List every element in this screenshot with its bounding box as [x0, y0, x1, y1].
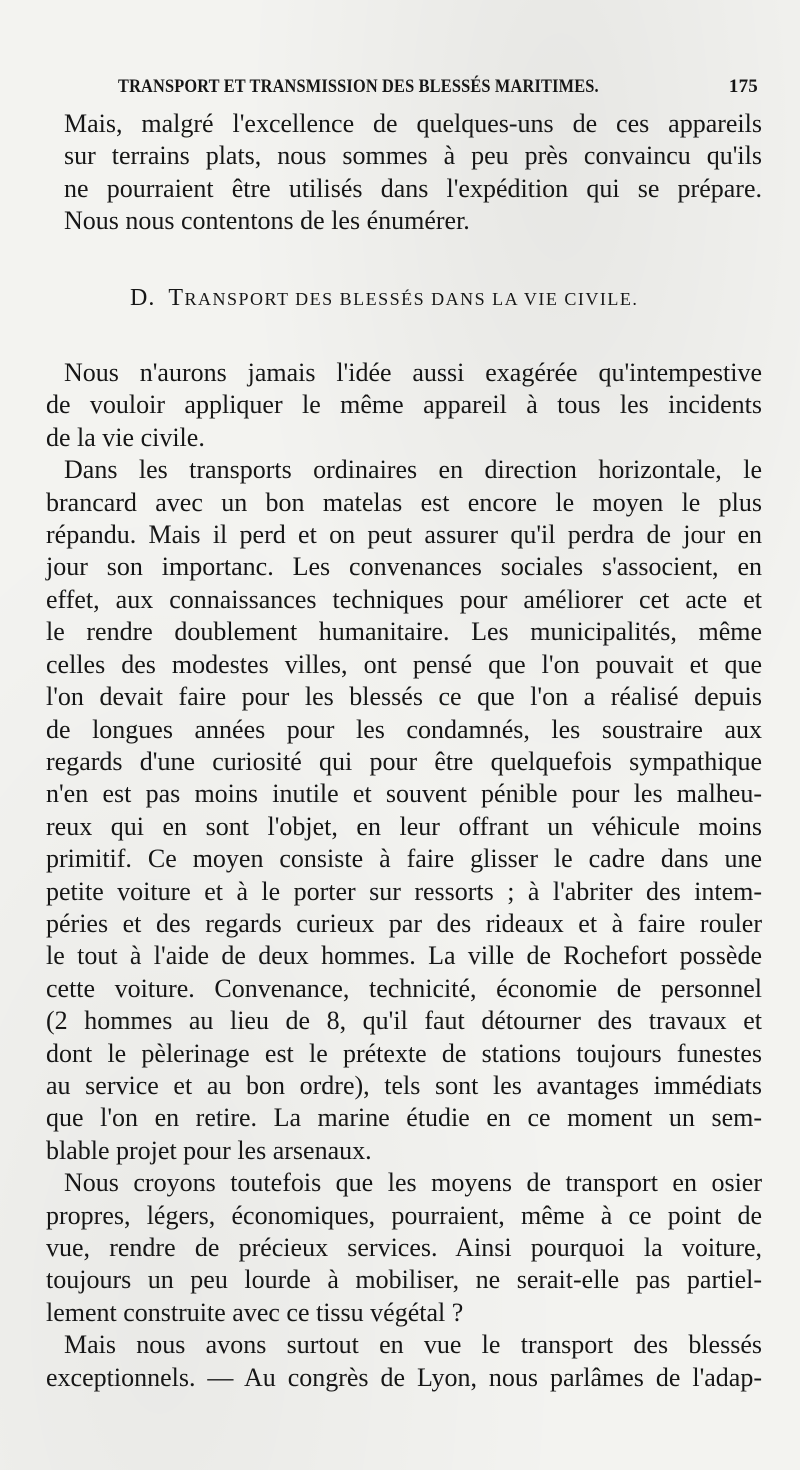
page-number: 175 — [728, 76, 758, 97]
text-line: exceptionnels. — Au congrès de Lyon, nous parlâmes de l'adap- — [46, 1362, 762, 1392]
paragraph-2 — [46, 357, 762, 454]
paragraph-1 — [46, 108, 762, 238]
running-header — [118, 70, 758, 106]
text-line: de la vie civile. — [46, 422, 205, 452]
body-text — [46, 108, 762, 1394]
text-line: propres, légers, économiques, pourraient, même à ce point de — [46, 1200, 762, 1230]
text-line: vue, rendre de précieux services. Ainsi pourquoi la voiture, — [46, 1233, 762, 1262]
section-title: TRANSPORT DES BLESSÉS DANS LA VIE CIVILE. — [168, 284, 639, 311]
section-letter: D. — [130, 284, 156, 311]
text-line: Mais nous avons surtout en vue le transport des blessés — [64, 1330, 762, 1360]
section-heading — [46, 282, 762, 315]
text-line: celles des modestes villes, ont pensé que l'on pouvait et que — [46, 649, 762, 679]
text-line: Dans les transports ordinaires en direction horizontale, le — [64, 455, 762, 485]
text-line: ne pourraient être utilisés dans l'expédition qui se prépare. — [64, 173, 762, 203]
text-line: péries et des regards curieux par des rideaux et à faire rouler — [46, 908, 762, 938]
text-line: n'en est pas moins inutile et souvent pénible pour les malheu- — [46, 779, 762, 809]
text-line: lement construite avec ce tissu végétal ? — [46, 1297, 464, 1327]
text-line: dont le pèlerinage est le prétexte de stations toujours funestes — [46, 1038, 762, 1068]
text-line: de longues années pour les condamnés, les soustraire aux — [46, 714, 762, 744]
text-line: sur terrains plats, nous sommes à peu près convaincu qu'ils — [64, 141, 762, 171]
text-line: le tout à l'aide de deux hommes. La ville de Rochefort possède — [46, 941, 762, 971]
paragraph-5 — [46, 1329, 762, 1394]
text-line: Nous n'aurons jamais l'idée aussi exagérée qu'intempestive — [64, 358, 762, 388]
text-line: blable projet pour les arsenaux. — [46, 1135, 372, 1165]
text-line: toujours un peu lourde à mobiliser, ne serait-elle pas partiel- — [46, 1265, 762, 1295]
paragraph-4 — [46, 1167, 762, 1329]
text-line: de vouloir appliquer le même appareil à tous les incidents — [46, 390, 762, 420]
text-line: primitif. Ce moyen consiste à faire glisser le cadre dans une — [46, 844, 762, 874]
text-line: au service et au bon ordre), tels sont les avantages immédiats — [46, 1070, 762, 1100]
text-line: l'on devait faire pour les blessés ce que l'on a réalisé depuis — [46, 682, 762, 712]
text-line: Nous croyons toutefois que les moyens de transport en osier — [64, 1168, 762, 1198]
text-line: que l'on en retire. La marine étudie en ce moment un sem- — [46, 1103, 762, 1133]
paragraph-3 — [46, 454, 762, 1167]
text-line: jour son importanc. Les convenances sociales s'associent, en — [46, 552, 762, 582]
running-title: TRANSPORT ET TRANSMISSION DES BLESSÉS MARITIMES. — [118, 76, 599, 97]
text-line: petite voiture et à le porter sur ressorts ; à l'abriter des intem- — [46, 876, 762, 906]
text-line: reux qui en sont l'objet, en leur offrant un véhicule moins — [46, 811, 762, 841]
text-line: répandu. Mais il perd et on peut assurer qu'il perdra de jour en — [46, 520, 762, 550]
text-line: regards d'une curiosité qui pour être quelquefois sympathique — [46, 746, 762, 776]
text-line: brancard avec un bon matelas est encore le moyen le plus — [46, 487, 762, 517]
text-line: Mais, malgré l'excellence de quelques-uns de ces appareils — [64, 109, 762, 138]
text-line: Nous nous contentons de les énumérer. — [64, 206, 470, 236]
text-line: (2 hommes au lieu de 8, qu'il faut détourner des travaux et — [46, 1006, 762, 1036]
text-line: cette voiture. Convenance, technicité, économie de personnel — [46, 973, 762, 1003]
text-line: le rendre doublement humanitaire. Les municipalités, même — [46, 617, 762, 647]
text-line: effet, aux connaissances techniques pour améliorer cet acte et — [46, 584, 762, 614]
